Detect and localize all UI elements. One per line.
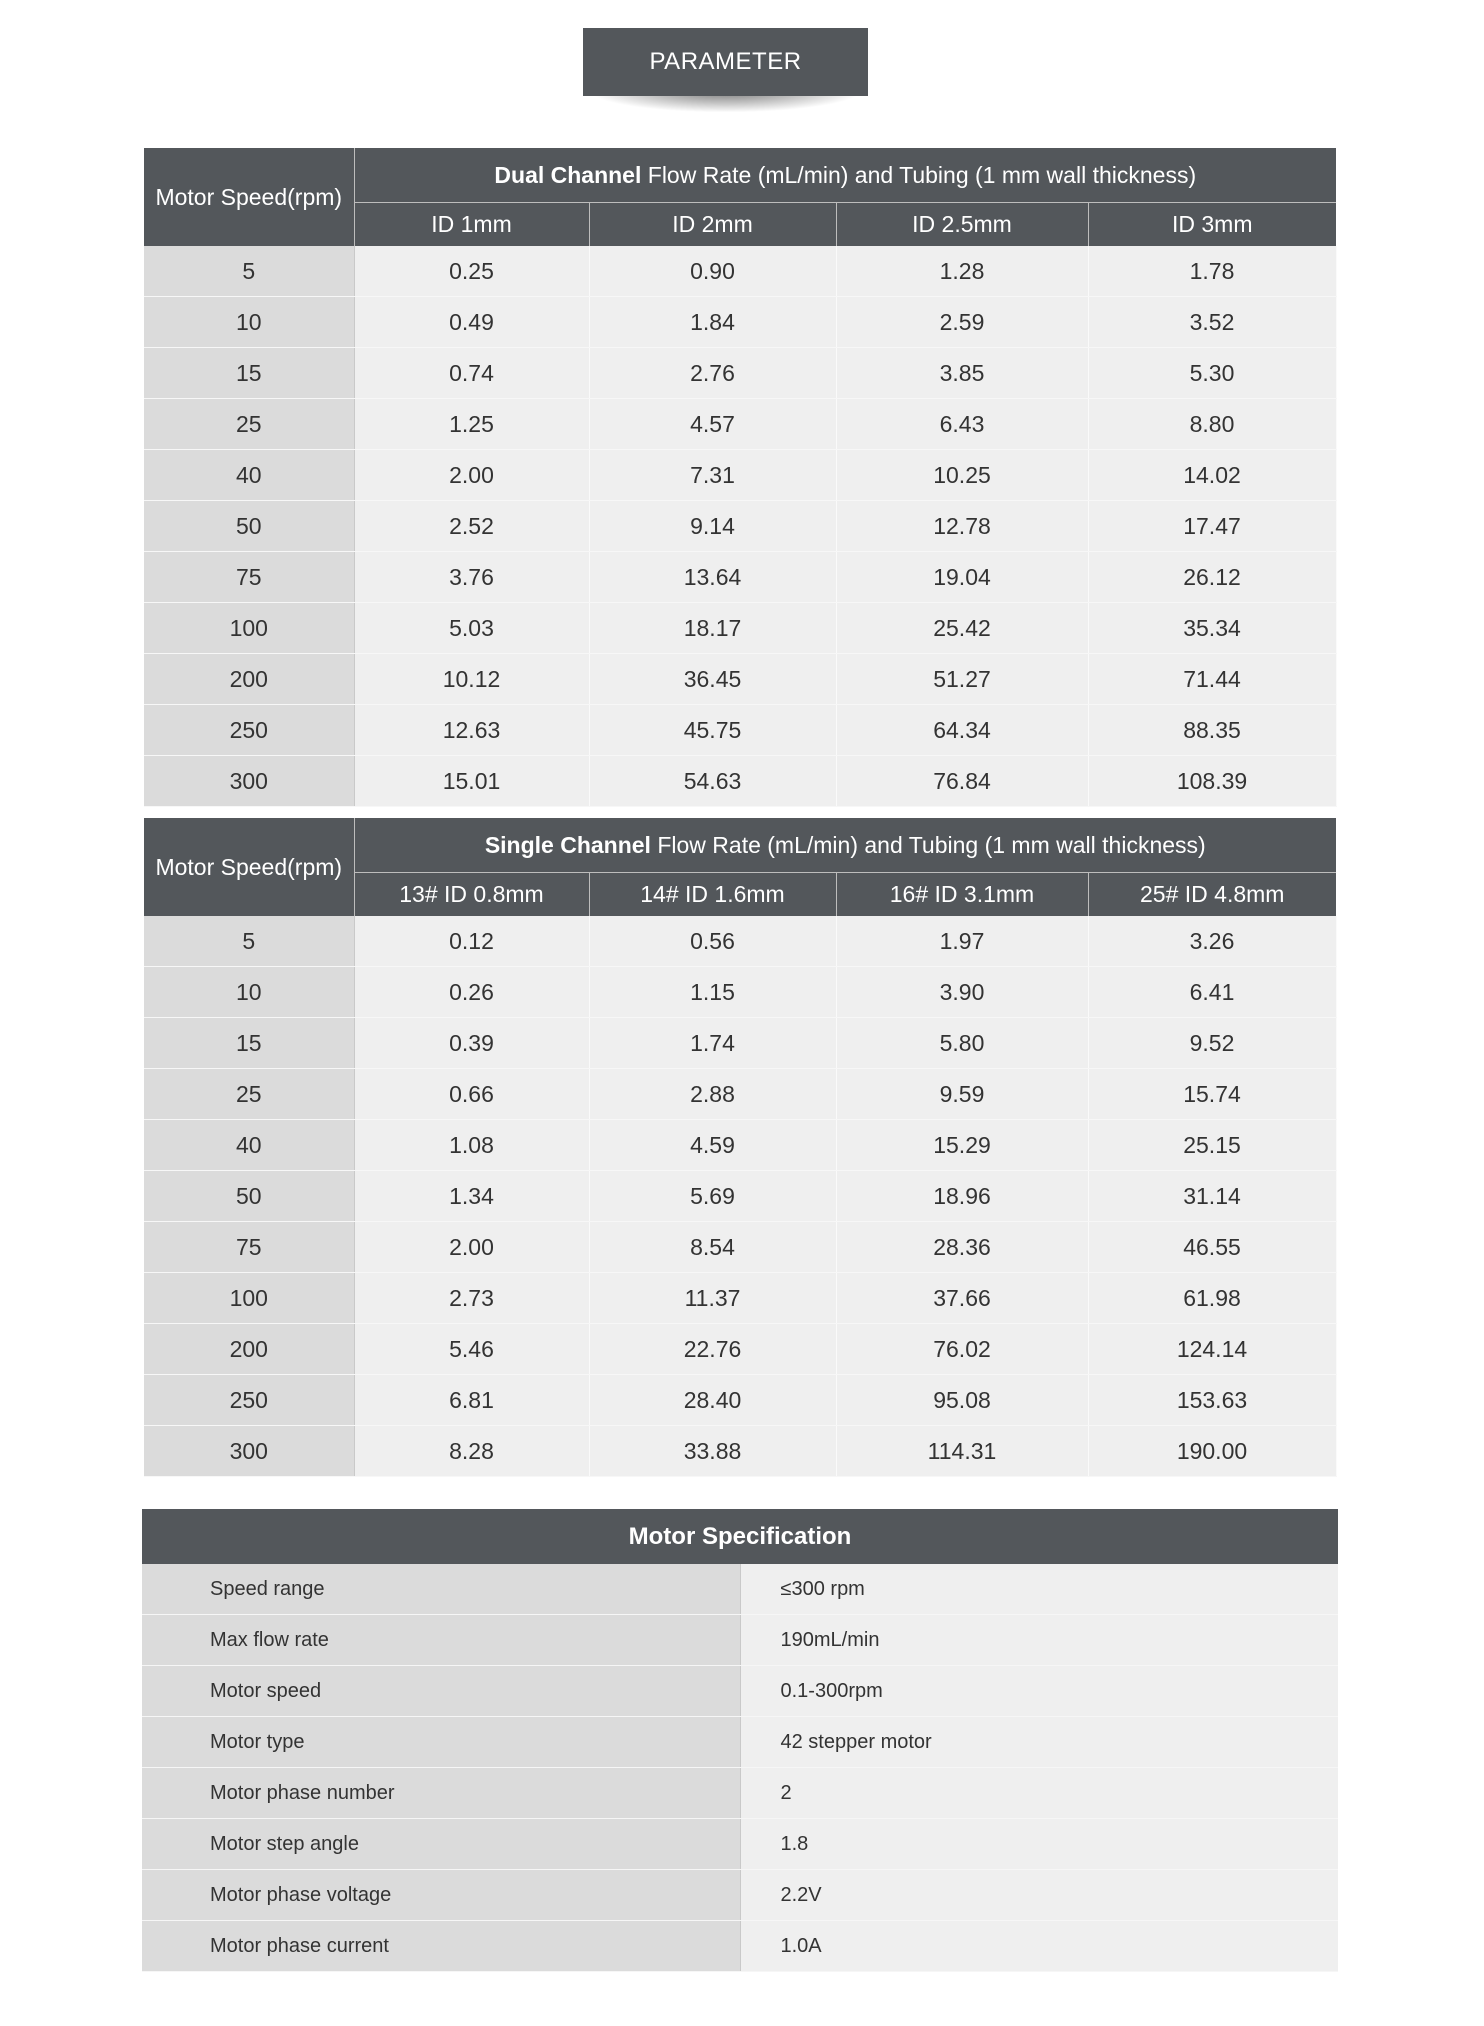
parameter-banner: [583, 28, 868, 122]
table-row: [144, 705, 1336, 756]
flow-value-cell: 5.69: [589, 1171, 836, 1222]
corner-header: Motor Speed(rpm): [144, 818, 354, 916]
flow-value-cell: 4.59: [589, 1120, 836, 1171]
table-row: [144, 603, 1336, 654]
flow-value-cell: 13.64: [589, 552, 836, 603]
flow-value-cell: 1.15: [589, 967, 836, 1018]
rpm-cell: 75: [144, 552, 354, 603]
flow-value-cell: 2.59: [836, 297, 1088, 348]
column-header: ID 2.5mm: [836, 203, 1088, 247]
table-title: [354, 818, 1336, 873]
motor-spec-table: [142, 1509, 1338, 1972]
flow-value-cell: 10.12: [354, 654, 589, 705]
flow-value-cell: 95.08: [836, 1375, 1088, 1426]
spec-row: [142, 1615, 1338, 1666]
spec-row: [142, 1921, 1338, 1972]
flow-value-cell: 1.74: [589, 1018, 836, 1069]
spec-label: Motor phase current: [142, 1921, 740, 1972]
flow-value-cell: 12.63: [354, 705, 589, 756]
spec-value: ≤300 rpm: [740, 1564, 1338, 1615]
table-row: [144, 654, 1336, 705]
spec-value: 2.2V: [740, 1870, 1338, 1921]
spec-row: [142, 1564, 1338, 1615]
flow-value-cell: 5.46: [354, 1324, 589, 1375]
flow-value-cell: 33.88: [589, 1426, 836, 1477]
flow-value-cell: 1.84: [589, 297, 836, 348]
flow-value-cell: 124.14: [1088, 1324, 1336, 1375]
column-header: 16# ID 3.1mm: [836, 873, 1088, 917]
table-row: [144, 756, 1336, 807]
flow-value-cell: 25.15: [1088, 1120, 1336, 1171]
flow-value-cell: 88.35: [1088, 705, 1336, 756]
spec-label: Motor type: [142, 1717, 740, 1768]
rpm-cell: 300: [144, 756, 354, 807]
table-row: [144, 1324, 1336, 1375]
column-header: 14# ID 1.6mm: [589, 873, 836, 917]
flow-value-cell: 0.39: [354, 1018, 589, 1069]
table-row: [144, 1273, 1336, 1324]
table-row: [144, 1426, 1336, 1477]
rpm-cell: 40: [144, 1120, 354, 1171]
flow-value-cell: 3.85: [836, 348, 1088, 399]
flow-value-cell: 3.90: [836, 967, 1088, 1018]
flow-value-cell: 8.54: [589, 1222, 836, 1273]
flow-value-cell: 19.04: [836, 552, 1088, 603]
rpm-cell: 40: [144, 450, 354, 501]
rpm-cell: 10: [144, 967, 354, 1018]
table-title: [354, 148, 1336, 203]
spec-label: Motor step angle: [142, 1819, 740, 1870]
flow-value-cell: 108.39: [1088, 756, 1336, 807]
rpm-cell: 5: [144, 916, 354, 967]
flow-value-cell: 2.52: [354, 501, 589, 552]
flow-value-cell: 0.12: [354, 916, 589, 967]
flow-value-cell: 45.75: [589, 705, 836, 756]
table-row: [144, 348, 1336, 399]
flow-value-cell: 0.49: [354, 297, 589, 348]
flow-value-cell: 64.34: [836, 705, 1088, 756]
table-row: [144, 297, 1336, 348]
flow-value-cell: 71.44: [1088, 654, 1336, 705]
flow-value-cell: 3.26: [1088, 916, 1336, 967]
rpm-cell: 75: [144, 1222, 354, 1273]
rpm-cell: 15: [144, 1018, 354, 1069]
flow-value-cell: 6.41: [1088, 967, 1336, 1018]
flow-value-cell: 22.76: [589, 1324, 836, 1375]
column-header: 13# ID 0.8mm: [354, 873, 589, 917]
flow-value-cell: 0.66: [354, 1069, 589, 1120]
flow-value-cell: 12.78: [836, 501, 1088, 552]
spec-label: Motor phase number: [142, 1768, 740, 1819]
parameter-title: PARAMETER: [583, 28, 868, 96]
flow-value-cell: 0.26: [354, 967, 589, 1018]
flow-value-cell: 28.36: [836, 1222, 1088, 1273]
flow-value-cell: 17.47: [1088, 501, 1336, 552]
flow-value-cell: 28.40: [589, 1375, 836, 1426]
table-row: [144, 501, 1336, 552]
rpm-cell: 10: [144, 297, 354, 348]
rpm-cell: 50: [144, 1171, 354, 1222]
flow-value-cell: 0.56: [589, 916, 836, 967]
flow-value-cell: 6.43: [836, 399, 1088, 450]
spec-row: [142, 1819, 1338, 1870]
spec-label: Speed range: [142, 1564, 740, 1615]
flow-value-cell: 5.03: [354, 603, 589, 654]
flow-value-cell: 36.45: [589, 654, 836, 705]
flow-value-cell: 7.31: [589, 450, 836, 501]
flow-value-cell: 5.30: [1088, 348, 1336, 399]
spec-label: Motor phase voltage: [142, 1870, 740, 1921]
spec-value: 0.1-300rpm: [740, 1666, 1338, 1717]
flow-value-cell: 114.31: [836, 1426, 1088, 1477]
flow-value-cell: 3.52: [1088, 297, 1336, 348]
flow-value-cell: 76.02: [836, 1324, 1088, 1375]
flow-value-cell: 46.55: [1088, 1222, 1336, 1273]
flow-value-cell: 6.81: [354, 1375, 589, 1426]
flow-value-cell: 54.63: [589, 756, 836, 807]
title-emphasis: Dual Channel: [494, 161, 642, 188]
column-header: ID 1mm: [354, 203, 589, 247]
spec-value: 1.0A: [740, 1921, 1338, 1972]
table-row: [144, 246, 1336, 297]
rpm-cell: 100: [144, 603, 354, 654]
flow-value-cell: 3.76: [354, 552, 589, 603]
rpm-cell: 5: [144, 246, 354, 297]
flow-value-cell: 10.25: [836, 450, 1088, 501]
rpm-cell: 200: [144, 1324, 354, 1375]
flow-value-cell: 37.66: [836, 1273, 1088, 1324]
rpm-cell: 200: [144, 654, 354, 705]
dual-channel-table: [144, 148, 1337, 807]
flow-value-cell: 35.34: [1088, 603, 1336, 654]
flow-value-cell: 1.25: [354, 399, 589, 450]
table-row: [144, 552, 1336, 603]
flow-value-cell: 9.52: [1088, 1018, 1336, 1069]
flow-value-cell: 61.98: [1088, 1273, 1336, 1324]
flow-value-cell: 1.28: [836, 246, 1088, 297]
table-row: [144, 1171, 1336, 1222]
single-channel-table: [144, 818, 1337, 1477]
table-row: [144, 1120, 1336, 1171]
corner-header: Motor Speed(rpm): [144, 148, 354, 246]
flow-value-cell: 15.01: [354, 756, 589, 807]
spec-row: [142, 1768, 1338, 1819]
title-rest: Flow Rate (mL/min) and Tubing (1 mm wall thickness): [641, 161, 1197, 188]
flow-value-cell: 2.00: [354, 1222, 589, 1273]
flow-value-cell: 0.74: [354, 348, 589, 399]
table-row: [144, 1222, 1336, 1273]
flow-value-cell: 4.57: [589, 399, 836, 450]
spec-value: 190mL/min: [740, 1615, 1338, 1666]
spec-row: [142, 1717, 1338, 1768]
rpm-cell: 15: [144, 348, 354, 399]
table-row: [144, 1018, 1336, 1069]
rpm-cell: 25: [144, 399, 354, 450]
flow-value-cell: 9.14: [589, 501, 836, 552]
flow-value-cell: 1.08: [354, 1120, 589, 1171]
flow-value-cell: 2.76: [589, 348, 836, 399]
flow-value-cell: 11.37: [589, 1273, 836, 1324]
flow-value-cell: 26.12: [1088, 552, 1336, 603]
flow-value-cell: 31.14: [1088, 1171, 1336, 1222]
flow-value-cell: 190.00: [1088, 1426, 1336, 1477]
flow-value-cell: 153.63: [1088, 1375, 1336, 1426]
spec-title: Motor Specification: [142, 1509, 1338, 1564]
table-row: [144, 1375, 1336, 1426]
flow-value-cell: 2.88: [589, 1069, 836, 1120]
flow-value-cell: 15.74: [1088, 1069, 1336, 1120]
spec-value: 42 stepper motor: [740, 1717, 1338, 1768]
table-row: [144, 967, 1336, 1018]
column-header: 25# ID 4.8mm: [1088, 873, 1336, 917]
spec-value: 1.8: [740, 1819, 1338, 1870]
flow-value-cell: 76.84: [836, 756, 1088, 807]
column-header: ID 2mm: [589, 203, 836, 247]
flow-value-cell: 2.00: [354, 450, 589, 501]
flow-value-cell: 14.02: [1088, 450, 1336, 501]
title-rest: Flow Rate (mL/min) and Tubing (1 mm wall thickness): [650, 831, 1206, 858]
spec-row: [142, 1870, 1338, 1921]
table-row: [144, 916, 1336, 967]
rpm-cell: 250: [144, 1375, 354, 1426]
rpm-cell: 25: [144, 1069, 354, 1120]
spec-label: Max flow rate: [142, 1615, 740, 1666]
flow-value-cell: 2.73: [354, 1273, 589, 1324]
flow-value-cell: 1.97: [836, 916, 1088, 967]
rpm-cell: 50: [144, 501, 354, 552]
flow-value-cell: 0.90: [589, 246, 836, 297]
flow-value-cell: 25.42: [836, 603, 1088, 654]
flow-value-cell: 5.80: [836, 1018, 1088, 1069]
rpm-cell: 100: [144, 1273, 354, 1324]
flow-value-cell: 18.17: [589, 603, 836, 654]
rpm-cell: 300: [144, 1426, 354, 1477]
flow-value-cell: 18.96: [836, 1171, 1088, 1222]
flow-value-cell: 8.80: [1088, 399, 1336, 450]
flow-value-cell: 8.28: [354, 1426, 589, 1477]
flow-value-cell: 0.25: [354, 246, 589, 297]
table-row: [144, 399, 1336, 450]
flow-value-cell: 51.27: [836, 654, 1088, 705]
flow-value-cell: 9.59: [836, 1069, 1088, 1120]
column-header: ID 3mm: [1088, 203, 1336, 247]
flow-value-cell: 1.34: [354, 1171, 589, 1222]
spec-value: 2: [740, 1768, 1338, 1819]
rpm-cell: 250: [144, 705, 354, 756]
flow-value-cell: 1.78: [1088, 246, 1336, 297]
title-emphasis: Single Channel: [484, 831, 651, 858]
table-row: [144, 450, 1336, 501]
flow-value-cell: 15.29: [836, 1120, 1088, 1171]
spec-row: [142, 1666, 1338, 1717]
spec-label: Motor speed: [142, 1666, 740, 1717]
table-row: [144, 1069, 1336, 1120]
